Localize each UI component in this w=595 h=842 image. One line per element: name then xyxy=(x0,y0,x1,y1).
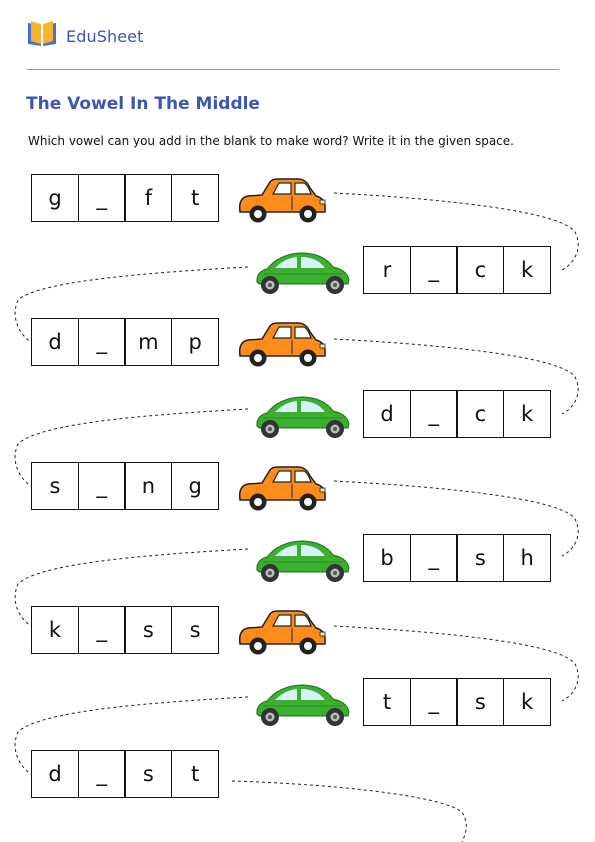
blank-box[interactable]: _ xyxy=(78,174,126,222)
word-row xyxy=(31,606,219,654)
letter-box: s xyxy=(456,678,504,726)
word-row xyxy=(363,246,551,294)
letter-box: d xyxy=(363,390,411,438)
letter-box: k xyxy=(503,390,551,438)
blank-box[interactable]: _ xyxy=(78,750,126,798)
orange-car-icon xyxy=(236,176,328,228)
brand-header xyxy=(26,20,143,52)
blank-box[interactable]: _ xyxy=(410,678,458,726)
green-car-icon xyxy=(253,248,353,300)
letter-box: t xyxy=(363,678,411,726)
letter-box: s xyxy=(456,534,504,582)
word-row xyxy=(363,678,551,726)
letter-box: s xyxy=(171,606,219,654)
open-book-icon xyxy=(26,19,58,53)
green-car-icon xyxy=(253,680,353,732)
letter-box: m xyxy=(124,318,172,366)
letter-box: p xyxy=(171,318,219,366)
letter-box: k xyxy=(503,678,551,726)
letter-box: h xyxy=(503,534,551,582)
letter-box: s xyxy=(124,750,172,798)
letter-box: d xyxy=(31,750,79,798)
word-row xyxy=(363,390,551,438)
brand-name: EduSheet xyxy=(66,26,144,46)
letter-box: f xyxy=(124,174,172,222)
header-divider xyxy=(27,69,559,70)
blank-box[interactable]: _ xyxy=(78,318,126,366)
blank-box[interactable]: _ xyxy=(78,606,126,654)
letter-box: g xyxy=(31,174,79,222)
letter-box: s xyxy=(31,462,79,510)
word-row xyxy=(31,174,219,222)
orange-car-icon xyxy=(236,608,328,660)
worksheet-title: The Vowel In The Middle xyxy=(26,94,260,114)
letter-box: t xyxy=(171,174,219,222)
letter-box: n xyxy=(124,462,172,510)
blank-box[interactable]: _ xyxy=(410,390,458,438)
letter-box: s xyxy=(124,606,172,654)
letter-box: k xyxy=(31,606,79,654)
orange-car-icon xyxy=(236,320,328,372)
word-row xyxy=(31,318,219,366)
blank-box[interactable]: _ xyxy=(78,462,126,510)
letter-box: r xyxy=(363,246,411,294)
worksheet-instruction: Which vowel can you add in the blank to make word? Write it in the given space. xyxy=(28,134,514,148)
word-row xyxy=(31,750,219,798)
letter-box: c xyxy=(456,246,504,294)
letter-box: b xyxy=(363,534,411,582)
letter-box: d xyxy=(31,318,79,366)
green-car-icon xyxy=(253,536,353,588)
blank-box[interactable]: _ xyxy=(410,246,458,294)
word-row xyxy=(31,462,219,510)
letter-box: k xyxy=(503,246,551,294)
letter-box: c xyxy=(456,390,504,438)
letter-box: g xyxy=(171,462,219,510)
letter-box: t xyxy=(171,750,219,798)
blank-box[interactable]: _ xyxy=(410,534,458,582)
orange-car-icon xyxy=(236,464,328,516)
word-row xyxy=(363,534,551,582)
green-car-icon xyxy=(253,392,353,444)
